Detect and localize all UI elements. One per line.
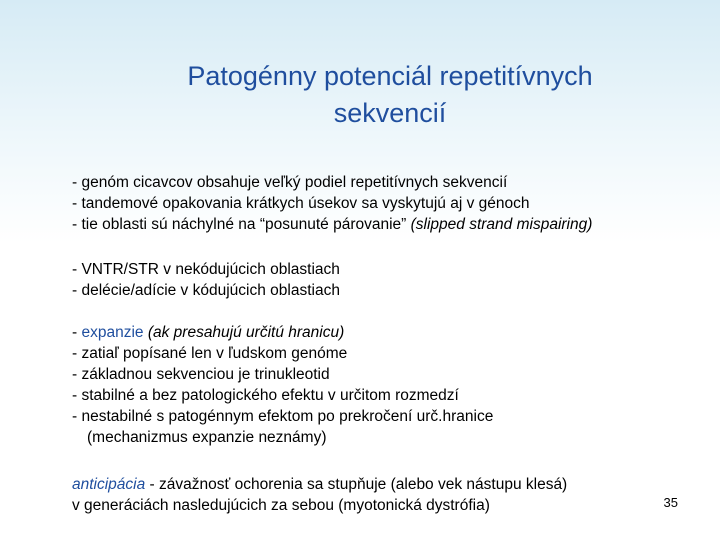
expansion-term: expanzie (81, 324, 144, 341)
expansion-block (72, 322, 493, 448)
bullet-line: - zatiaľ popísané len v ľudskom genóme (72, 345, 348, 362)
bullet-line: - základnou sekvenciou je trinukleotid (72, 366, 330, 383)
vntr-block (72, 259, 340, 301)
slide-title-line-2: sekvencií (333, 98, 447, 128)
slipped-strand-term: (slipped strand mispairing) (410, 216, 593, 233)
bullet-line (72, 322, 493, 343)
bullet-line: v generáciách nasledujúcich za sebou (myotonická dystrófia) (72, 497, 490, 514)
bullet-line: - genóm cicavcov obsahuje veľký podiel repetitívnych sekvencií (72, 174, 508, 191)
bullet-line-continuation: (mechanizmus expanzie neznámy) (87, 429, 327, 446)
genome-repeats-block (72, 172, 592, 235)
bullet-line: - tandemové opakovania krátkych úsekov sa vyskytujú aj v génoch (72, 195, 530, 212)
anticipation-text: - závažnosť ochorenia sa stupňuje (alebo vek nástupu klesá) (145, 476, 568, 493)
bullet-dash: - (72, 324, 82, 341)
bullet-line (72, 214, 592, 235)
bullet-line: - stabilné a bez patologického efektu v určitom rozmedzí (72, 387, 459, 404)
bullet-line (72, 474, 567, 495)
page-number: 35 (663, 495, 678, 510)
anticipation-term: anticipácia (72, 476, 146, 493)
anticipation-block (72, 474, 567, 516)
bullet-line: - nestabilné s patogénnym efektom po prekročení urč.hranice (72, 408, 494, 425)
expansion-note: (ak presahujú určitú hranicu) (143, 324, 345, 341)
bullet-text: - tie oblasti sú náchylné na “posunuté párovanie” (72, 216, 411, 233)
bullet-line: - VNTR/STR v nekódujúcich oblastiach (72, 261, 340, 278)
bullet-line: - delécie/adície v kódujúcich oblastiach (72, 282, 340, 299)
slide-title-line-1: Patogénny potenciál repetitívnych (187, 61, 593, 91)
slide-title (0, 58, 720, 132)
